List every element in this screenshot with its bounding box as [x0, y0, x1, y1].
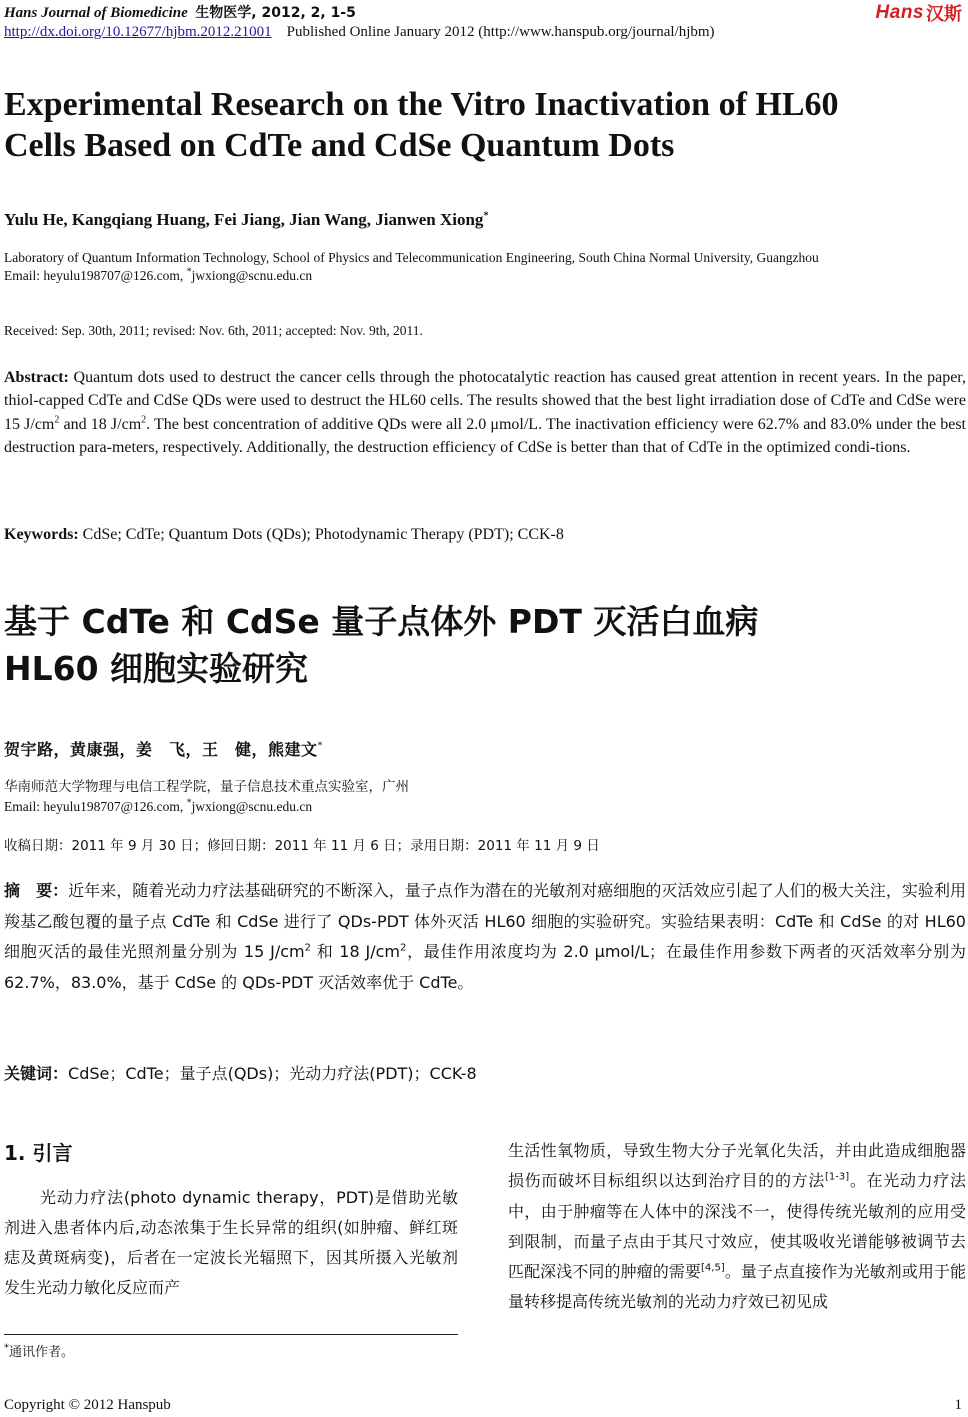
journal-name: Hans Journal of Biomedicine	[4, 5, 188, 21]
abstract-en	[4, 366, 966, 459]
intro-left-column: 光动力疗法(photo dynamic therapy，PDT)是借助光敏剂进入患者体内后,动态浓集于生长异常的组织(如肿瘤、鲜红斑痣及黄斑病变)，后者在一定波长光辐照下，因其所摄入光敏剂发生光动力敏化反应而产	[4, 1188, 458, 1297]
running-header	[4, 2, 356, 22]
sup-2c: 2	[304, 942, 311, 954]
paper-title-en: Experimental Research on the Vitro Inactivation of HL60 Cells Based on CdTe and CdSe Quantum Dots	[4, 86, 839, 164]
logo-latin: Hans	[875, 2, 924, 23]
abstract-en-part1: Quantum dots used to destruct the cancer cells through the photocatalytic reaction has caused great attention in recent years. In the paper, thiol-capped CdTe and CdSe QDs were used to destruct the HL60 cells. The results showed that the best light irradiation dose of CdTe and CdSe were 15 J/cm	[4, 369, 966, 433]
intro-right-part1: 生活性氧物质，导致生物大分子光氧化失活，并由此造成细胞器损伤而破坏目标组织以达到治疗目的的方法	[508, 1141, 966, 1191]
authors-cn	[4, 737, 323, 760]
footnote-divider	[4, 1334, 458, 1335]
page-number: 1	[954, 1397, 962, 1413]
authors-cn-names: 贺宇路，黄康强，姜 飞，王 健，熊建文	[4, 740, 318, 759]
sup-2a: 2	[54, 414, 60, 426]
received-dates-en: Received: Sep. 30th, 2011; revised: Nov. 6th, 2011; accepted: Nov. 9th, 2011.	[4, 323, 423, 338]
keywords-cn-list: CdSe；CdTe；量子点(QDs)；光动力疗法(PDT)；CCK-8	[68, 1064, 477, 1083]
copyright: Copyright © 2012 Hanspub	[4, 1397, 171, 1413]
email-en-prefix: Email: heyulu198707@126.com,	[4, 268, 187, 283]
section-heading-intro: 1. 引言	[4, 1141, 73, 1165]
affiliation-en-text: Laboratory of Quantum Information Technology, School of Physics and Telecommunication Engineering, South China Normal University, Guangzhou	[4, 250, 819, 265]
keywords-cn	[4, 1061, 477, 1084]
paper-title-cn	[4, 598, 824, 692]
authors-en-names: Yulu He, Kangqiang Huang, Fei Jiang, Jian Wang, Jianwen Xiong	[4, 210, 484, 229]
abstract-cn-part3: ，最佳作用浓度均为 2.0 μmol/L；在最佳作用参数下两者的灭活效率分别为 62.7%，83.0%，基于 CdSe 的 QDs-PDT 灭活效率优于 CdTe。	[4, 942, 966, 992]
email-cn-second: jwxiong@scnu.edu.cn	[191, 799, 313, 814]
affiliation-cn	[4, 778, 904, 816]
doi-line	[4, 24, 715, 41]
citation-1-3[interactable]: [1-3]	[825, 1171, 850, 1183]
email-en-second: jwxiong@scnu.edu.cn	[191, 268, 313, 283]
abstract-cn-label: 摘 要：	[4, 881, 69, 900]
citation-4-5[interactable]: [4,5]	[701, 1262, 725, 1274]
sup-2d: 2	[399, 942, 407, 954]
email-cn	[4, 797, 904, 816]
keywords-en	[4, 526, 564, 544]
keywords-en-label: Keywords:	[4, 526, 79, 543]
published-online: Published Online January 2012 (http://www.hanspub.org/journal/hjbm)	[286, 24, 715, 40]
abstract-en-part3: . The best concentration of additive QDs were all 2.0 μmol/L. The inactivation efficiency were 62.7% and 83.0% under the best destruction para-meters, respectively. Additionally, the destruction efficiency of CdSe is better than that of CdTe in the optimized condi-tions.	[4, 415, 966, 456]
email-cn-prefix: Email: heyulu198707@126.com,	[4, 799, 187, 814]
keywords-en-list: CdSe; CdTe; Quantum Dots (QDs); Photodynamic Therapy (PDT); CCK-8	[78, 526, 564, 543]
affiliation-cn-text: 华南师范大学物理与电信工程学院，量子信息技术重点实验室，广州	[4, 779, 409, 795]
footnote-text: 通讯作者。	[9, 1345, 75, 1360]
abstract-cn-part2: 和 18 J/cm	[310, 942, 400, 961]
authors-en	[4, 210, 488, 230]
keywords-cn-label: 关键词：	[4, 1064, 69, 1083]
hans-logo	[862, 2, 962, 24]
abstract-en-label: Abstract:	[4, 369, 69, 386]
email-en-mark: *	[186, 266, 192, 278]
doi-link[interactable]: http://dx.doi.org/10.12677/hjbm.2012.21001	[4, 24, 272, 40]
logo-cn: 汉斯	[926, 4, 962, 25]
intro-right-part3: 。量子点直接作为光敏剂或用于能量转移提高传统光敏剂的光动力疗效已初见成	[508, 1262, 966, 1312]
affiliation-en	[4, 249, 944, 285]
abstract-cn-part1: 近年来，随着光动力疗法基础研究的不断深入，量子点作为潜在的光敏剂对癌细胞的灭活效应引起了人们的极大关注，实验利用羧基乙酸包覆的量子点 CdTe 和 CdSe 进行了 QDs-PDT 体外灭活 HL60 细胞的实验研究。实验结果表明：CdTe 和 CdSe 的对 HL60 细胞灭活的最佳光照剂量分别为 15 J/cm	[4, 881, 966, 961]
footnote-mark: *	[4, 1342, 9, 1354]
paper-title-cn-line2: HL60 细胞实验研究	[4, 649, 309, 688]
corresponding-mark-cn: *	[317, 740, 324, 752]
intro-right-part2: 。在光动力疗法中，由于肿瘤等在人体中的深浅不一，使得传统光敏剂的应用受到限制，而量子点由于其尺寸效应，使其吸收光谱能够被调节去匹配深浅不同的肿瘤的需要	[508, 1171, 966, 1282]
intro-right-column	[508, 1136, 966, 1318]
received-dates-cn: 收稿日期：2011 年 9 月 30 日；修回日期：2011 年 11 月 6 日；录用日期：2011 年 11 月 9 日	[4, 838, 600, 854]
sup-2b: 2	[141, 414, 147, 426]
email-en	[4, 267, 944, 285]
abstract-cn	[4, 876, 966, 998]
footnote	[4, 1341, 74, 1360]
email-cn-mark: *	[186, 797, 192, 809]
journal-cn-meta: 生物医学, 2012, 2, 1-5	[195, 5, 356, 21]
paper-title-cn-line1: 基于 CdTe 和 CdSe 量子点体外 PDT 灭活白血病	[4, 602, 759, 641]
corresponding-mark: *	[483, 210, 489, 222]
abstract-en-part2: and 18 J/cm	[59, 415, 142, 433]
